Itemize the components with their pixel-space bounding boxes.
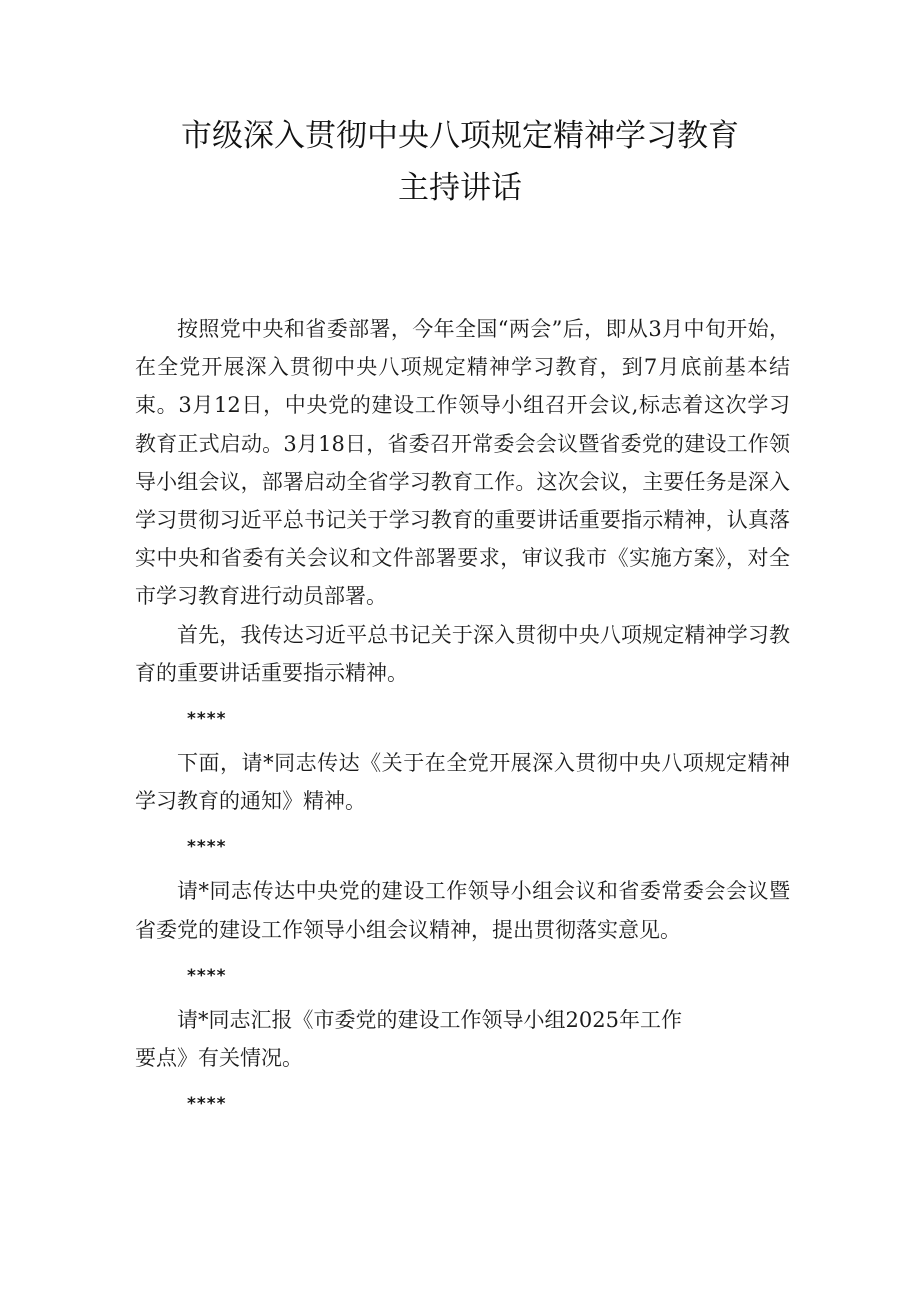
- paragraph-third-item: 请*同志传达中央党的建设工作领导小组会议和省委常委会会议暨省委党的建设工作领导小组会议精神，提出贯彻落实意见。: [135, 879, 790, 942]
- paragraph-first-item: 首先，我传达习近平总书记关于深入贯彻中央八项规定精神学习教育的重要讲话重要指示精神。: [135, 622, 790, 685]
- section-separator: ****: [187, 1094, 227, 1115]
- paragraph-deployment: 按照党中央和省委部署，今年全国“两会”后，即从3月中旬开始，在全党开展深入贯彻中央八项规定精神学习教育，到7月底前基本结束。3月12日，中央党的建设工作领导小组召开会议,标志着这次学习教育正式启动。3月18日，省委召开常委会会议暨省委党的建设工作领导小组会议，部署启动全省学习教育工作。这次会议，主要任务是深入学习贯彻习近平总书记关于学习教育的重要讲话重要指示精神，认真落实中央和省委有关会议和文件部署要求，审议我市《实施方案》，对全市学习教育进行动员部署。: [135, 317, 790, 609]
- document-title-line-1: 市级深入贯彻中央八项规定精神学习教育: [181, 118, 739, 154]
- section-separator: ****: [187, 965, 227, 986]
- paragraph-second-item: 下面，请*同志传达《关于在全党开展深入贯彻中央八项规定精神学习教育的通知》精神。: [135, 751, 790, 814]
- paragraph-fourth-line-2: 要点》有关情况。: [135, 1046, 303, 1071]
- paragraph-fourth-item: [135, 1001, 790, 1077]
- paragraph-fourth-line-1: 请*同志汇报《市委党的建设工作领导小组2025年工作: [177, 1007, 682, 1032]
- document-title-line-2: 主持讲话: [398, 170, 522, 206]
- section-separator: ****: [187, 837, 227, 858]
- document-body: [135, 310, 790, 1129]
- section-separator: ****: [187, 709, 227, 730]
